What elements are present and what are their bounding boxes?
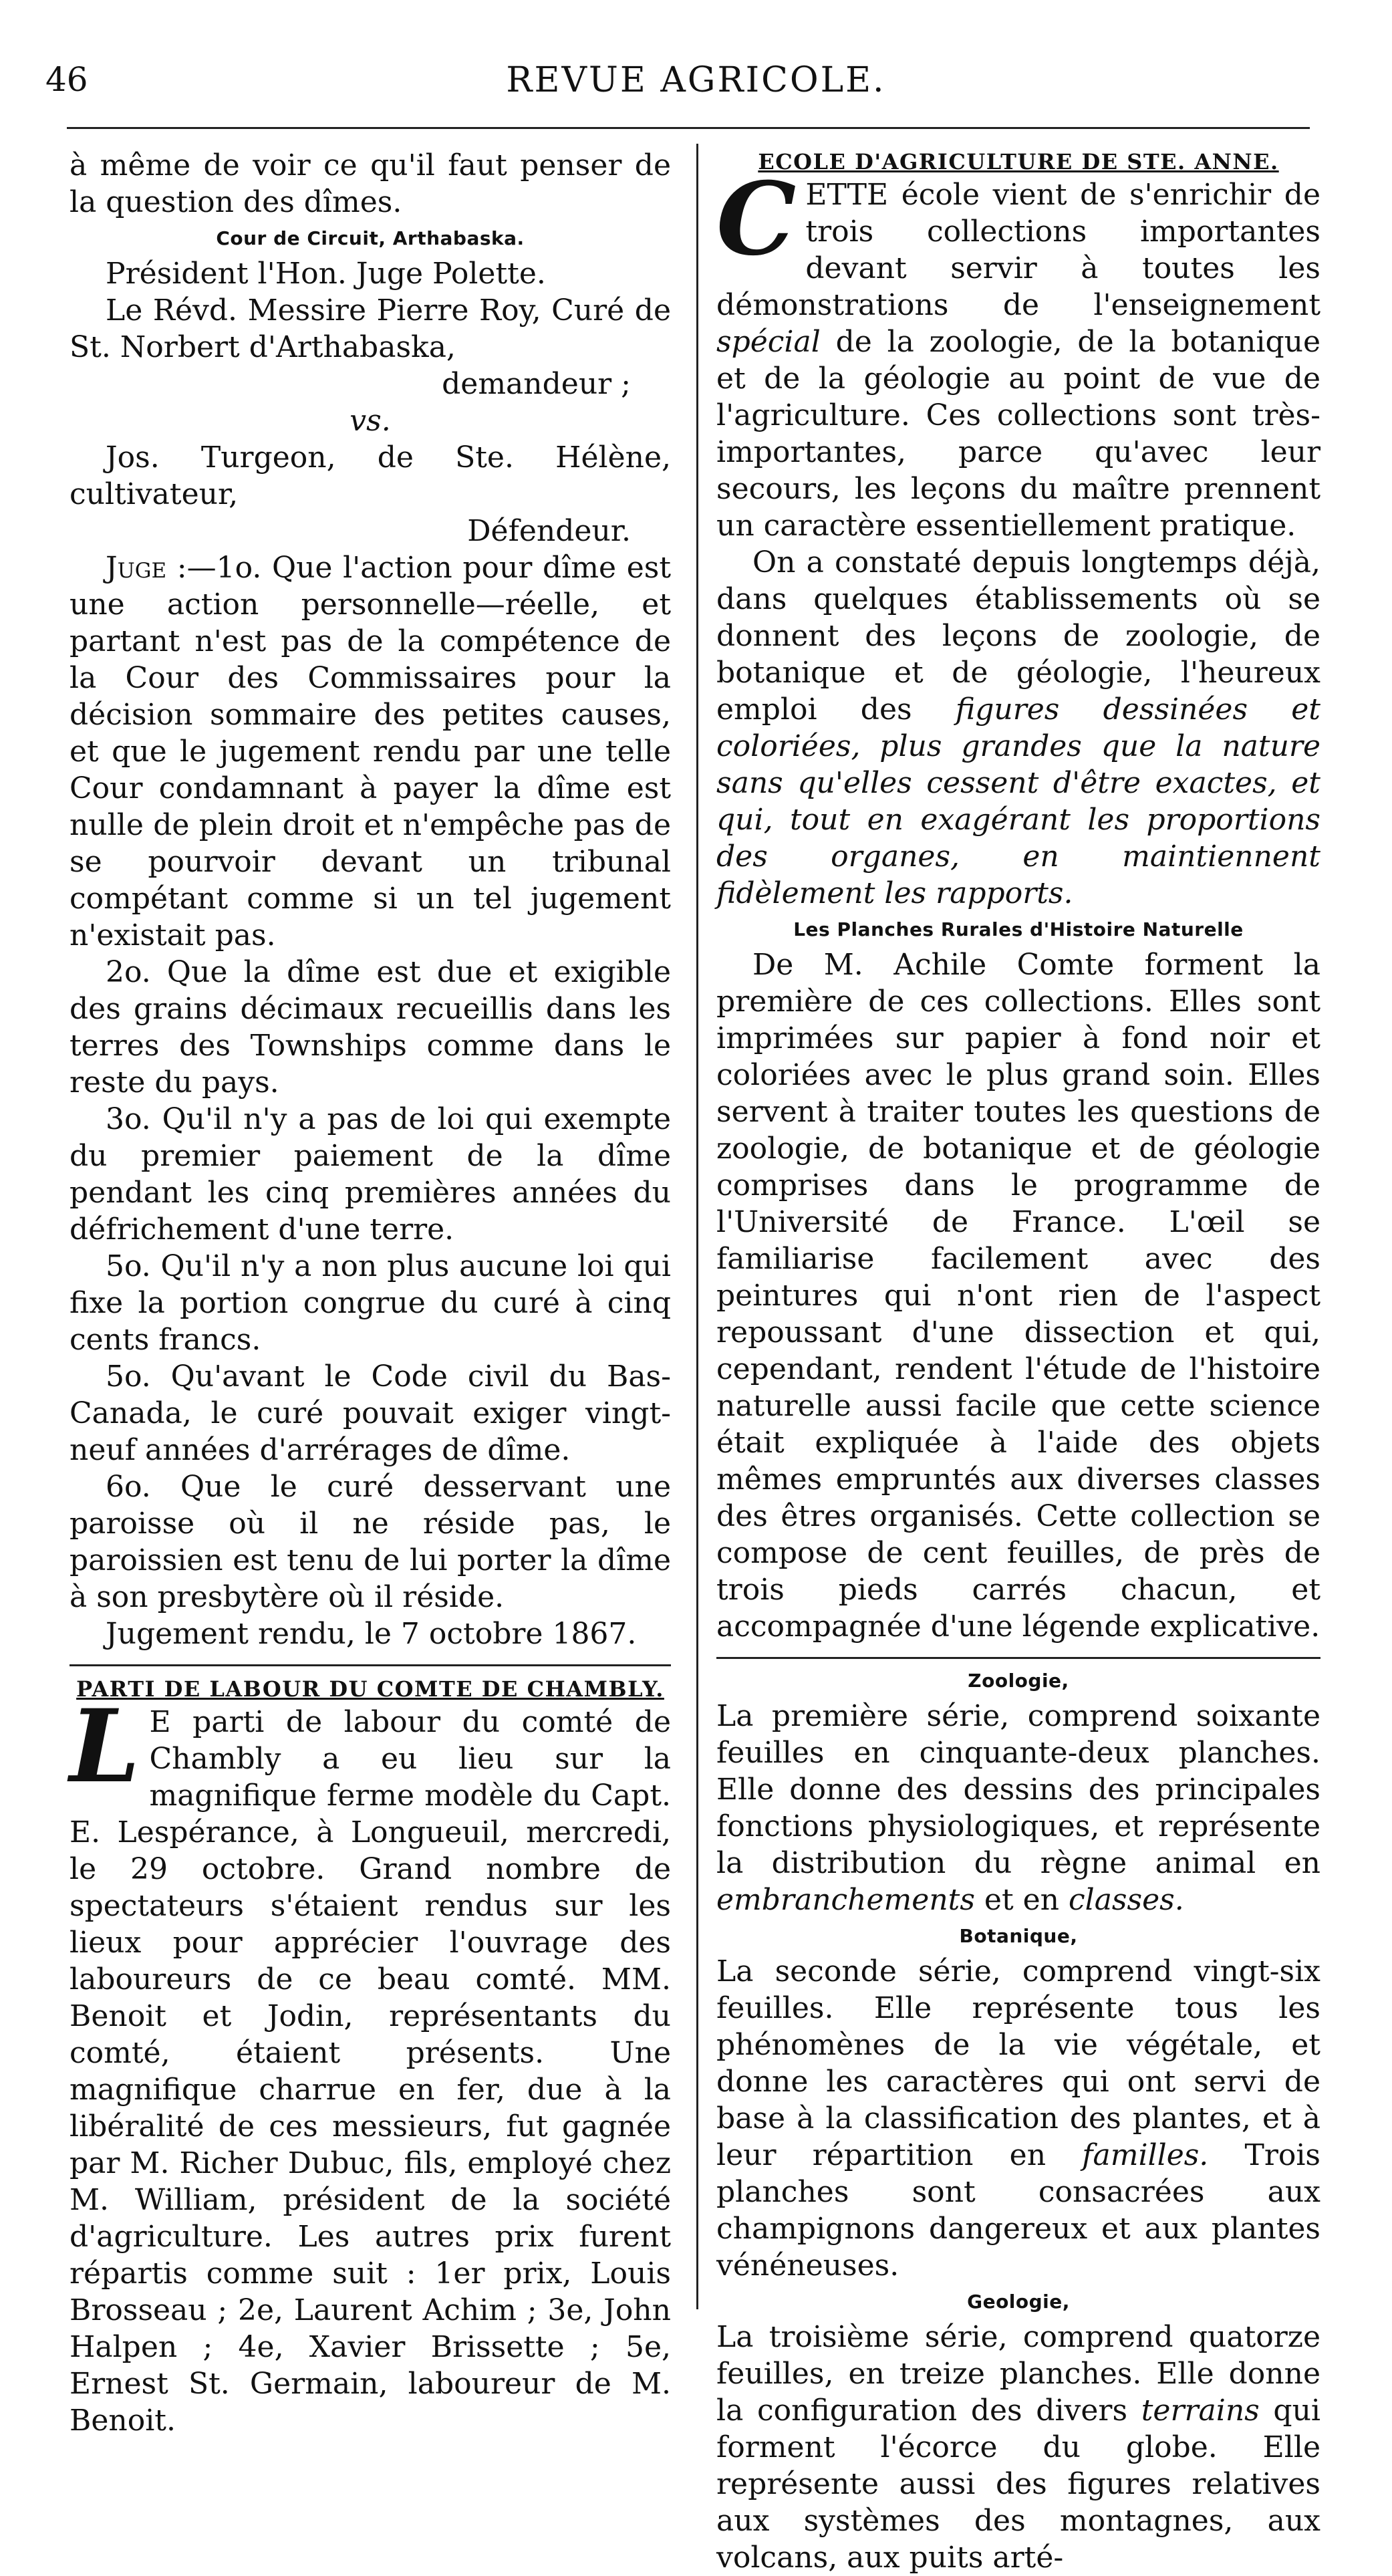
text: et en bbox=[974, 1883, 1069, 1917]
text: On a constaté depuis longtemps déjà, dans quelques établissements où se donnent des leçons de zoologie, de botanique et de géologie, l'heureux emploi des bbox=[716, 545, 1320, 727]
header-rule bbox=[67, 127, 1310, 129]
geologie-heading: Geologie, bbox=[967, 2291, 1070, 2313]
text: La troisième série, comprend quatorze feuilles, en treize planches. Elle donne la configuration des divers bbox=[716, 2320, 1320, 2428]
paragraph: 5o. Qu'avant le Code civil du Bas-Canada, le curé pouvait exiger vingt-neuf années d'arrérages de dîme. bbox=[69, 1360, 671, 1467]
zoologie-heading: Zoologie, bbox=[968, 1670, 1069, 1692]
section-rule bbox=[69, 1664, 671, 1666]
school-paragraph bbox=[716, 544, 1320, 912]
plaintiff-role: demandeur ; bbox=[442, 367, 631, 401]
left-column bbox=[69, 147, 671, 2439]
paragraph: à même de voir ce qu'il faut penser de la question des dîmes. bbox=[69, 148, 671, 219]
emphasis: figures dessinées et coloriées, plus grandes que la nature sans qu'elles cessent d'être exactes, et qui, tout en exagérant les proportions des organes, en maintiennent fidèlement les rapports. bbox=[716, 692, 1320, 910]
botanique-paragraph bbox=[716, 1953, 1320, 2284]
court-heading: Cour de Circuit, Arthabaska. bbox=[216, 227, 525, 249]
ruling-text: —1o. Que l'action pour dîme est une action personnelle—réelle, et partant n'est pas de la compétence de la Cour des Commissaires pour la décision sommaire des petites causes, et que le jugement rendu par une telle Cour condamnant à payer la dîme est nulle de plein droit et n'empêche pas de se pourvoir devant un tribunal compétant comme si un tel jugement n'existait pas. bbox=[69, 551, 672, 952]
paragraph: 2o. Que la dîme est due et exigible des grains décimaux recueillis dans les terres des Townships comme dans le reste du pays. bbox=[69, 955, 671, 1100]
section-rule bbox=[716, 1657, 1320, 1659]
school-heading: ECOLE D'AGRICULTURE DE STE. ANNE. bbox=[758, 149, 1279, 174]
paragraph: 5o. Qu'il n'y a non plus aucune loi qui fixe la portion congrue du curé à cinq cents francs. bbox=[69, 1249, 671, 1357]
page-number: 46 bbox=[45, 60, 88, 99]
text: ETTE école vient de s'enrichir de trois collections importantes devant servir à toutes les démonstrations de l'enseignement bbox=[716, 178, 1320, 322]
text: La seconde série, comprend vingt-six feuilles. Elle représente tous les phénomènes de la vie végétale, et donne les caractères qui ont servi de base à la classification des plantes, et à leur répartition en bbox=[716, 1954, 1320, 2172]
zoologie-paragraph bbox=[716, 1698, 1320, 1918]
paragraph: 6o. Que le curé desservant une paroisse où il ne réside pas, le paroissien est tenu de lui porter la dîme à son presbytère où il réside. bbox=[69, 1470, 671, 1614]
running-title: REVUE AGRICOLE. bbox=[506, 60, 886, 100]
versus: vs. bbox=[350, 404, 391, 438]
defendant-role: Défendeur. bbox=[467, 514, 631, 548]
text: qui forment l'écorce du globe. Elle représente aussi des figures relatives aux systèmes des montagnes, aux volcans, aux puits arté- bbox=[716, 2394, 1321, 2575]
text: de la zoologie, de la botanique et de la géologie au point de vue de l'agriculture. Ces collections sont très-importantes, parce qu'avec leur secours, les leçons du maître prennent un caractère essentiellement pratique. bbox=[716, 325, 1320, 543]
planches-paragraph: De M. Achile Comte forment la première de ces collections. Elles sont imprimées sur papier à fond noir et coloriées avec le plus grand soin. Elles servent à traiter toutes les questions de zoologie, de botanique et de géologie comprises dans le programme de l'Université de France. L'œil se familiarise facilement avec des peintures qui n'ont rien de l'aspect repoussant d'une dissection et qui, cependant, rendent l'étude de l'histoire naturelle aussi facile que cette science était expliquée à l'aide des objets mêmes empruntés aux diverses classes des êtres organisés. Cette collection se compose de cent feuilles, de près de trois pieds carrés chacun, et accompagnée d'une légende explicative. bbox=[716, 948, 1320, 1644]
ruling-paragraph bbox=[69, 549, 671, 954]
emphasis: embranchements bbox=[716, 1883, 975, 1917]
emphasis: terrains bbox=[1141, 2394, 1260, 2428]
column-divider bbox=[696, 144, 698, 2309]
juge-label: Juge : bbox=[106, 551, 187, 585]
planches-heading: Les Planches Rurales d'Histoire Naturelle bbox=[793, 918, 1244, 940]
dropcap-letter: C bbox=[716, 160, 797, 278]
judgment-date: Jugement rendu, le 7 octobre 1867. bbox=[106, 1617, 637, 1651]
labour-heading: PARTI DE LABOUR DU COMTE DE CHAMBLY. bbox=[76, 1676, 664, 1702]
botanique-heading: Botanique, bbox=[959, 1925, 1078, 1947]
plaintiff-line: Le Révd. Messire Pierre Roy, Curé de St. Norbert d'Arthabaska, bbox=[69, 293, 671, 364]
geologie-paragraph bbox=[716, 2319, 1320, 2576]
emphasis: spécial bbox=[716, 325, 821, 359]
text: La première série, comprend soixante feuilles en cinquante-deux planches. Elle donne des dessins des principales fonctions physiologiques, et représente la distribution du règne animal en bbox=[716, 1699, 1320, 1880]
dropcap-letter: L bbox=[69, 1688, 140, 1805]
president-line: Président l'Hon. Juge Polette. bbox=[106, 257, 546, 291]
right-column bbox=[716, 147, 1320, 2576]
emphasis: familles. bbox=[1082, 2138, 1209, 2172]
labour-text: E parti de labour du comté de Chambly a eu lieu sur la magnifique ferme modèle du Capt. E. Lespérance, à Longueuil, mercredi, le 29 octobre. Grand nombre de spectateurs s'étaient rendus sur les lieux pour apprécier l'ouvrage des laboureurs de ce beau comté. MM. Benoit et Jodin, représentants du comté, étaient présents. Une magnifique charrue en fer, due à la libéralité de ces messieurs, fut gagnée par M. Richer Dubuc, fils, employé chez M. William, président de la société d'agriculture. Les autres prix furent répartis comme suit : 1er prix, Louis Brosseau ; 2e, Laurent Achim ; 3e, John Halpen ; 4e, Xavier Brissette ; 5e, Ernest St. Germain, laboureur de M. Benoit. bbox=[69, 1705, 671, 2438]
text: Trois planches sont consacrées aux champignons dangereux et aux plantes vénéneuses. bbox=[716, 2138, 1320, 2283]
emphasis: classes. bbox=[1068, 1883, 1184, 1917]
paragraph: 3o. Qu'il n'y a pas de loi qui exempte du premier paiement de la dîme pendant les cinq premières années du défrichement d'une terre. bbox=[69, 1102, 671, 1247]
defendant-line: Jos. Turgeon, de Ste. Hélène, cultivateur, bbox=[69, 440, 671, 511]
